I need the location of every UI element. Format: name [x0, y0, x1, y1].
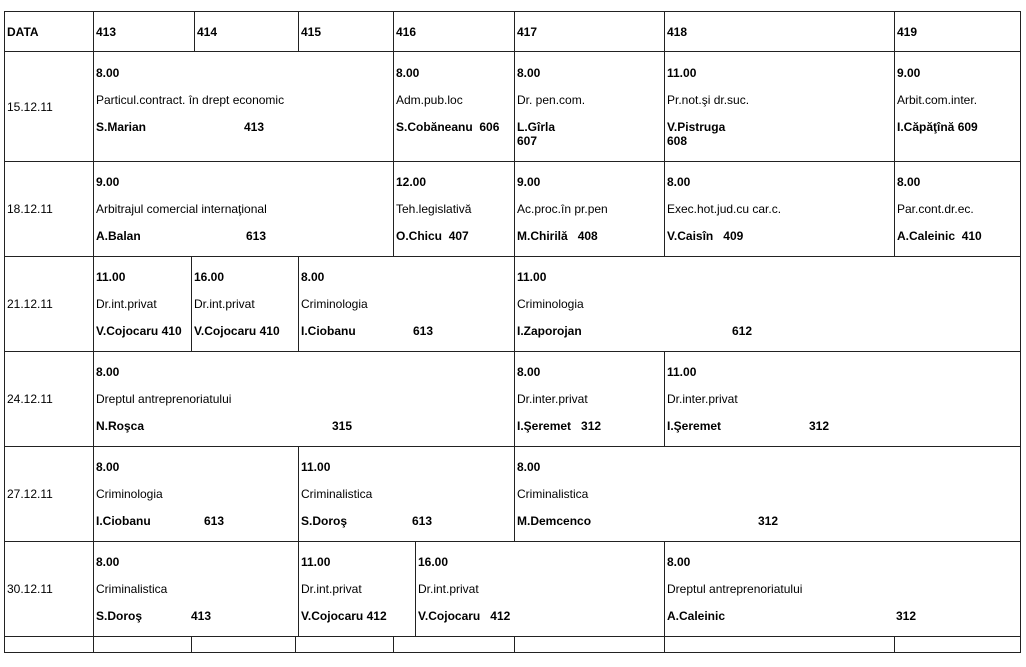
cell-room: 312 — [758, 514, 779, 528]
cell-teacher-line — [301, 609, 413, 623]
header-row — [5, 12, 1021, 52]
cell-time: 8.00 — [96, 460, 120, 474]
schedule-cell — [515, 257, 1021, 352]
cell-room: 412 — [366, 609, 387, 623]
cell-teacher-line — [897, 229, 1018, 243]
empty-cell — [5, 637, 94, 653]
cell-room: 409 — [723, 229, 744, 243]
cell-time: 8.00 — [897, 175, 921, 189]
cell-time: 9.00 — [897, 66, 921, 80]
cell-room: 613 — [413, 324, 434, 338]
schedule-cell — [394, 162, 515, 257]
schedule-cell — [515, 352, 665, 447]
cell-subject: Criminalistica — [517, 487, 589, 501]
cell-teacher-line — [517, 229, 662, 243]
cell-subject: Criminologia — [301, 297, 368, 311]
cell-teacher: V.Pistruga — [667, 120, 726, 134]
cell-room: 613 — [412, 514, 433, 528]
cell-room: 612 — [732, 324, 753, 338]
cell-time: 11.00 — [667, 66, 697, 80]
cell-room: 609 — [957, 120, 978, 134]
header-room-417: 417 — [515, 12, 665, 52]
cell-time: 11.00 — [301, 555, 331, 569]
cell-subject: Dr.int.privat — [418, 582, 479, 596]
cell-subject: Criminalistica — [96, 582, 168, 596]
schedule-cell — [665, 162, 895, 257]
cell-time: 11.00 — [517, 270, 547, 284]
cell-teacher-line — [301, 514, 512, 528]
header-date: DATA — [5, 12, 94, 52]
cell-teacher-line — [396, 229, 512, 243]
table-row — [5, 542, 1021, 637]
schedule-cell — [299, 542, 416, 637]
cell-time: 11.00 — [96, 270, 126, 284]
cell-time: 8.00 — [96, 66, 120, 80]
schedule-cell — [94, 257, 192, 352]
schedule-cell — [515, 447, 1021, 542]
cell-room: 410 — [961, 229, 982, 243]
header-room-419: 419 — [895, 12, 1021, 52]
cell-room: 312 — [581, 419, 602, 433]
cell-teacher-line — [96, 419, 512, 433]
cell-teacher: I.Ciobanu — [301, 324, 356, 338]
cell-teacher: A.Caleinic — [667, 609, 726, 623]
header-room-414: 414 — [195, 12, 299, 52]
cell-teacher-line — [517, 419, 662, 433]
cell-time: 8.00 — [517, 460, 541, 474]
cell-room: 608 — [667, 134, 688, 148]
cell-subject: Dreptul antreprenoriatului — [667, 582, 803, 596]
cell-teacher-line — [667, 609, 1018, 623]
schedule-cell — [94, 52, 394, 162]
schedule-cell — [192, 257, 299, 352]
cell-subject: Dr.int.privat — [194, 297, 255, 311]
cell-time: 11.00 — [667, 365, 697, 379]
row-date: 21.12.11 — [5, 257, 94, 352]
empty-cell — [394, 637, 515, 653]
schedule-table — [4, 11, 1021, 653]
schedule-cell — [515, 52, 665, 162]
cell-teacher-line — [301, 324, 512, 338]
empty-cell — [296, 637, 394, 653]
schedule-cell — [299, 257, 515, 352]
schedule-cell — [665, 542, 1021, 637]
header-room-418: 418 — [665, 12, 895, 52]
table-row — [5, 52, 1021, 162]
empty-cell — [192, 637, 296, 653]
cell-subject: Ac.proc.în pr.pen — [517, 202, 608, 216]
table-row — [5, 447, 1021, 542]
cell-subject: Dr.inter.privat — [667, 392, 738, 406]
row-date: 18.12.11 — [5, 162, 94, 257]
schedule-cell — [94, 447, 299, 542]
cell-teacher: A.Caleinic — [897, 229, 956, 243]
schedule-cell — [895, 162, 1021, 257]
empty-row — [5, 637, 1021, 653]
cell-teacher: V.Cojocaru — [194, 324, 257, 338]
cell-room: 315 — [332, 419, 353, 433]
cell-room: 410 — [161, 324, 182, 338]
cell-subject: Dr.inter.privat — [517, 392, 588, 406]
empty-cell — [94, 637, 192, 653]
cell-teacher-line — [667, 120, 892, 148]
cell-teacher: I.Ciobanu — [96, 514, 151, 528]
cell-teacher: S.Doroş — [96, 609, 143, 623]
cell-teacher-line — [897, 120, 1018, 134]
schedule-cell — [665, 52, 895, 162]
cell-room: 613 — [246, 229, 267, 243]
cell-subject: Pr.not.şi dr.suc. — [667, 93, 750, 107]
schedule-cell — [895, 52, 1021, 162]
empty-cell — [515, 637, 665, 653]
schedule-cell — [665, 352, 1021, 447]
cell-teacher-line — [418, 609, 662, 623]
cell-teacher: S.Marian — [96, 120, 147, 134]
row-date: 24.12.11 — [5, 352, 94, 447]
cell-time: 11.00 — [301, 460, 331, 474]
cell-room: 312 — [809, 419, 830, 433]
row-date: 27.12.11 — [5, 447, 94, 542]
cell-teacher: I.Zaporojan — [517, 324, 582, 338]
cell-time: 8.00 — [301, 270, 325, 284]
cell-teacher-line — [96, 120, 391, 134]
cell-subject: Particul.contract. în drept economic — [96, 93, 285, 107]
empty-cell — [665, 637, 895, 653]
cell-time: 8.00 — [96, 555, 120, 569]
cell-subject: Par.cont.dr.ec. — [897, 202, 974, 216]
cell-teacher: I.Căpăţînă — [897, 120, 955, 134]
cell-teacher: V.Cojocaru — [96, 324, 159, 338]
cell-time: 8.00 — [667, 175, 691, 189]
cell-teacher-line — [96, 324, 189, 338]
cell-teacher-line — [96, 609, 296, 623]
cell-teacher: I.Şeremet — [517, 419, 572, 433]
schedule-cell — [299, 447, 515, 542]
cell-teacher: I.Şeremet — [667, 419, 722, 433]
cell-teacher: V.Caisîn — [667, 229, 714, 243]
header-room-413: 413 — [94, 12, 195, 52]
cell-teacher: M.Chirilă — [517, 229, 568, 243]
cell-time: 9.00 — [517, 175, 541, 189]
schedule-cell — [94, 162, 394, 257]
cell-room: 413 — [244, 120, 265, 134]
cell-subject: Teh.legislativă — [396, 202, 472, 216]
cell-time: 8.00 — [517, 365, 541, 379]
cell-room: 607 — [517, 134, 538, 148]
cell-room: 410 — [259, 324, 280, 338]
schedule-cell — [94, 352, 515, 447]
cell-teacher: M.Demcenco — [517, 514, 592, 528]
cell-room: 613 — [204, 514, 225, 528]
table-row — [5, 352, 1021, 447]
header-room-416: 416 — [394, 12, 515, 52]
cell-subject: Dr.int.privat — [96, 297, 157, 311]
schedule-cell — [416, 542, 665, 637]
cell-time: 8.00 — [517, 66, 541, 80]
cell-teacher: V.Cojocaru — [301, 609, 364, 623]
cell-time: 16.00 — [418, 555, 449, 569]
cell-teacher: N.Roşca — [96, 419, 145, 433]
cell-subject: Exec.hot.jud.cu car.c. — [667, 202, 782, 216]
cell-subject: Criminalistica — [301, 487, 373, 501]
cell-teacher-line — [667, 419, 1018, 433]
cell-teacher-line — [667, 229, 892, 243]
cell-teacher: S.Doroş — [301, 514, 348, 528]
cell-time: 8.00 — [667, 555, 691, 569]
header-room-415: 415 — [299, 12, 394, 52]
cell-subject: Dr. pen.com. — [517, 93, 586, 107]
cell-time: 8.00 — [96, 365, 120, 379]
row-date: 30.12.11 — [5, 542, 94, 637]
cell-teacher: S.Cobăneanu — [396, 120, 473, 134]
cell-room: 312 — [896, 609, 917, 623]
cell-room: 413 — [191, 609, 212, 623]
cell-teacher: L.Gîrla — [517, 120, 556, 134]
cell-subject: Arbit.com.inter. — [897, 93, 978, 107]
cell-subject: Arbitrajul comercial internaţional — [96, 202, 267, 216]
cell-teacher-line — [517, 514, 1018, 528]
schedule-cell — [394, 52, 515, 162]
cell-subject: Adm.pub.loc — [396, 93, 463, 107]
cell-teacher: A.Balan — [96, 229, 141, 243]
cell-room: 606 — [479, 120, 500, 134]
cell-room: 407 — [448, 229, 469, 243]
cell-teacher: V.Cojocaru — [418, 609, 481, 623]
cell-subject: Dr.int.privat — [301, 582, 362, 596]
cell-room: 412 — [490, 609, 511, 623]
cell-teacher: O.Chicu — [396, 229, 443, 243]
cell-subject: Criminologia — [517, 297, 584, 311]
empty-cell — [895, 637, 1021, 653]
cell-time: 8.00 — [396, 66, 420, 80]
cell-teacher-line — [396, 120, 512, 134]
cell-time: 16.00 — [194, 270, 225, 284]
cell-teacher-line — [517, 324, 1018, 338]
schedule-cell — [94, 542, 299, 637]
table-row — [5, 162, 1021, 257]
cell-teacher-line — [517, 120, 662, 148]
table-row — [5, 257, 1021, 352]
cell-time: 9.00 — [96, 175, 120, 189]
schedule-cell — [515, 162, 665, 257]
cell-subject: Dreptul antreprenoriatului — [96, 392, 232, 406]
cell-teacher-line — [96, 514, 296, 528]
row-date: 15.12.11 — [5, 52, 94, 162]
cell-teacher-line — [96, 229, 391, 243]
cell-teacher-line — [194, 324, 296, 338]
cell-room: 408 — [577, 229, 598, 243]
cell-subject: Criminologia — [96, 487, 163, 501]
cell-time: 12.00 — [396, 175, 427, 189]
